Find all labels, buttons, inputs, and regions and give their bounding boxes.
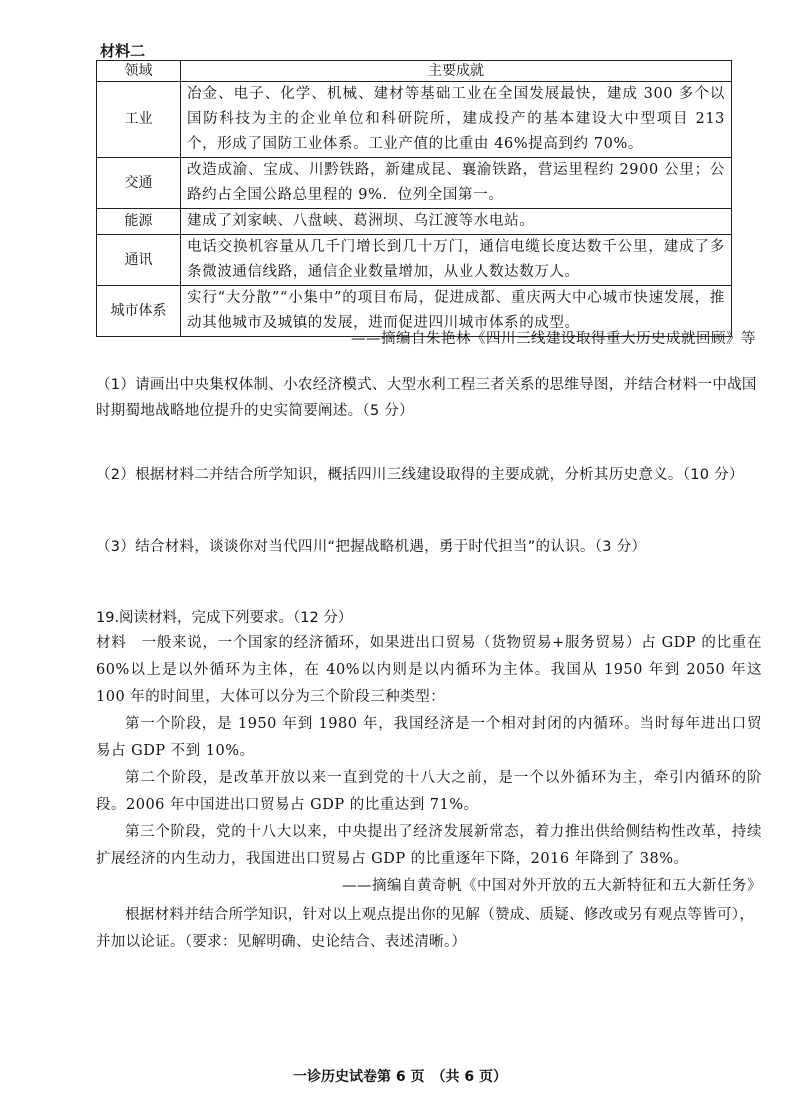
- table-row: [97, 82, 732, 158]
- row-domain: 交通: [97, 158, 181, 209]
- table-header-row: [97, 61, 732, 82]
- row-text: 建成了刘家峡、八盘峡、葛洲坝、乌江渡等水电站。: [181, 209, 732, 235]
- achievements-table: [96, 60, 732, 337]
- row-domain: 能源: [97, 209, 181, 235]
- page-footer: 一诊历史试卷第 6 页 （共 6 页）: [293, 1069, 507, 1085]
- row-domain: 通讯: [97, 235, 181, 286]
- question-19-title: 19.阅读材料，完成下列要求。（12 分）: [96, 610, 353, 626]
- question-1: （1）请画出中央集权体制、小农经济模式、大型水利工程三者关系的思维导图，并结合材料一中战国时期蜀地战略地位提升的史实简要阐述。（5 分）: [96, 377, 757, 419]
- material2-source: ——摘编自朱艳林《四川三线建设取得重大历史成就回顾》等: [351, 331, 756, 347]
- question-19-material: [96, 630, 762, 900]
- material-source: ——摘编自黄奇帆《中国对外开放的五大新特征和五大新任务》: [342, 878, 762, 894]
- row-domain: 工业: [97, 82, 181, 158]
- row-text: 冶金、电子、化学、机械、建材等基础工业在全国发展最快，建成 300 多个以国防科技为主的企业单位和科研院所，建成投产的基本建设大中型项目 213 个，形成了国防工业体系。工业产值的比重由 46%提高到约 70%。: [181, 82, 732, 158]
- row-domain: 城市体系: [97, 286, 181, 337]
- question-2: （2）根据材料二并结合所学知识，概括四川三线建设取得的主要成就，分析其历史意义。（10 分）: [96, 467, 744, 483]
- row-text: 电话交换机容量从几千门增长到几十万门，通信电缆长度达数千公里，建成了多条微波通信线路，通信企业数量增加，从业人数达数万人。: [181, 235, 732, 286]
- material-stage-1: 第一个阶段，是 1950 年到 1980 年，我国经济是一个相对封闭的内循环。当时每年进出口贸易占 GDP 不到 10%。: [96, 716, 762, 759]
- material-stage-2: 第二个阶段，是改革开放以来一直到党的十八大之前，是一个以外循环为主，牵引内循环的阶段。2006 年中国进出口贸易占 GDP 的比重达到 71%。: [96, 770, 762, 813]
- header-domain: 领域: [97, 61, 181, 82]
- material-stage-3: 第三个阶段，党的十八大以来，中央提出了经济发展新常态，着力推出供给侧结构性改革，持续扩展经济的内生动力，我国进出口贸易占 GDP 的比重逐年下降，2016 年降到了 38%。: [96, 824, 762, 867]
- material-intro: 材料 一般来说，一个国家的经济循环，如果进出口贸易（货物贸易+服务贸易）占 GDP 的比重在 60%以上是以外循环为主体，在 40%以内则是以内循环为主体。我国从 1950 年到 2050 年这 100 年的时间里，大体可以分为三个阶段三种类型：: [96, 635, 762, 705]
- question-19-instruction: 根据材料并结合所学知识，针对以上观点提出你的见解（赞成、质疑、修改或另有观点等皆可），并加以论证。（要求：见解明确、史论结合、表述清晰。）: [96, 907, 755, 950]
- row-text: 改造成渝、宝成、川黔铁路，新建成昆、襄渝铁路，营运里程约 2900 公里；公路约占全国公路总里程的 9%．位列全国第一。: [181, 158, 732, 209]
- material2-label: 材料二: [100, 42, 146, 60]
- table-row: [97, 235, 732, 286]
- table-row: [97, 158, 732, 209]
- question-3: （3）结合材料，谈谈你对当代四川“把握战略机遇，勇于时代担当”的认识。（3 分）: [96, 539, 647, 555]
- header-achievements: 主要成就: [181, 61, 732, 82]
- row-text: 实行“大分散”“小集中”的项目布局，促进成都、重庆两大中心城市快速发展，推动其他城市及城镇的发展，进而促进四川城市体系的成型。: [181, 286, 732, 337]
- table-row: [97, 209, 732, 235]
